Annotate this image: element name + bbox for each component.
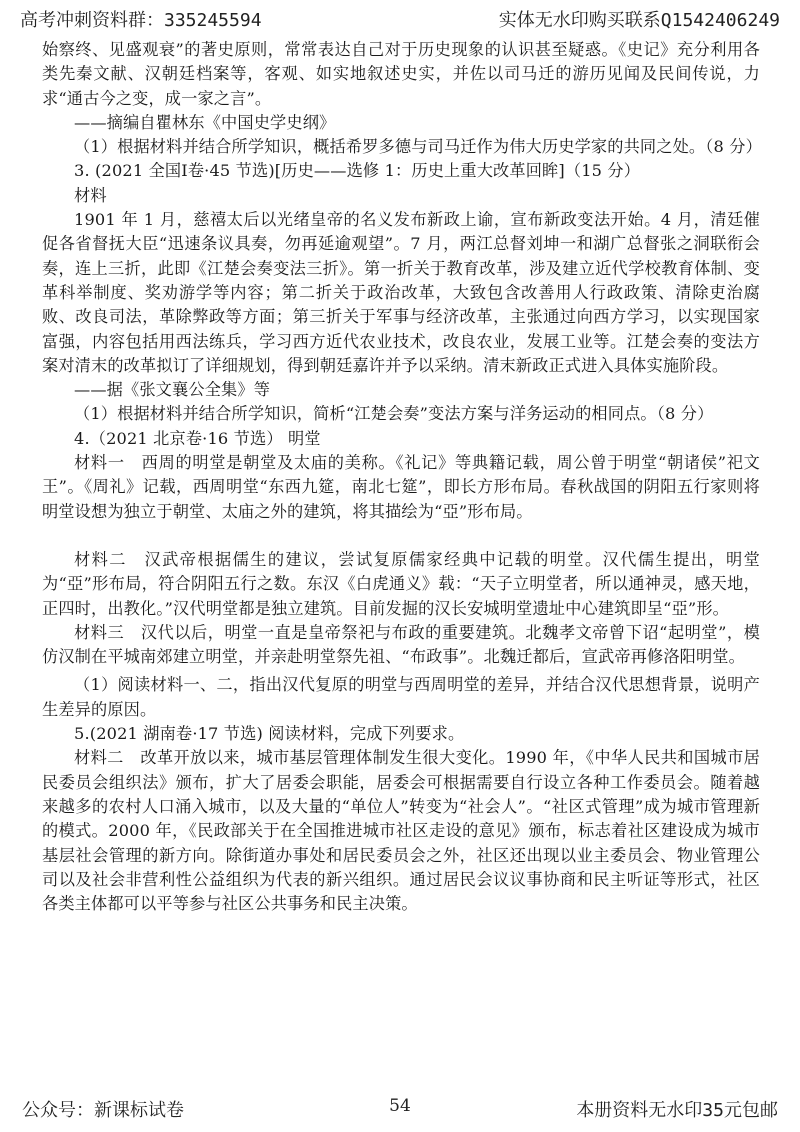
question-2-1: （1）根据材料并结合所学知识，概括希罗多德与司马迁作为伟大历史学家的共同之处。（8 分） xyxy=(74,137,762,157)
footer-wechat: 公众号：新课标试卷 xyxy=(22,1100,184,1121)
material-3: 1901 年 1 月，慈禧太后以光绪皇帝的名义发布新政上谕，宣布新政变法开始。4 月，清廷催促各省督抚大臣“迅速条议具奏，勿再延逾观望”。7 月，两江总督刘坤一和湖广总督张之洞联衔会奏，连上三折，此即《江楚会奏变法三折》。第一折关于教育改革，涉及建立近代学校教育体制、变革科举制度、奖劝游学等内容；第二折关于政治改革，大致包含改善用人行政政策、清除吏治腐败、改良司法，革除弊政等方面；第三折关于军事与经济改革，主张通过向西方学习，以实现国家富强，内容包括用西法练兵，学习西方近代农业技术，改良农业，发展工业等。江楚会奏的变法方案对清末的改革拟订了详细规划，得到朝廷嘉许并予以采纳。清末新政正式进入具体实施阶段。 xyxy=(42,210,760,375)
page-header xyxy=(20,4,780,34)
page-footer xyxy=(22,1096,778,1126)
page-number: 54 xyxy=(389,1096,411,1116)
material-4-2: 材料二 汉武帝根据儒生的建议，尝试复原儒家经典中记载的明堂。汉代儒生提出，明堂为“亞”形布局，符合阴阳五行之数。东汉《白虎通义》载：“天子立明堂者，所以通神灵，感天地，正四时，出教化。”汉代明堂都是独立建筑。目前发掘的汉长安城明堂遗址中心建筑即呈“亞”形。 xyxy=(42,549,760,618)
question-3-title: 3. (2021 全国Ⅰ卷·45 节选)[历史——选修 1：历史上重大改革回眸]（15 分） xyxy=(74,161,641,181)
material-4-1: 材料一 西周的明堂是朝堂及太庙的美称。《礼记》等典籍记载，周公曾于明堂“朝诸侯”祀文王”。《周礼》记载，西周明堂“东西九筵，南北七筵”，即长方形布局。春秋战国的阴阳五行家则将明堂设想为独立于朝堂、太庙之外的建筑，将其描绘为“亞”形布局。 xyxy=(42,453,760,521)
header-group-number: 高考冲刺资料群：335245594 xyxy=(20,10,262,31)
material-4-3: 材料三 汉代以后，明堂一直是皇帝祭祀与布政的重要建筑。北魏孝文帝曾下诏“起明堂”，模仿汉制在平城南郊建立明堂，并亲赴明堂祭先祖、“布政事”。北魏迁都后，宣武帝再修洛阳明堂。 xyxy=(42,622,760,667)
document-body xyxy=(42,38,760,916)
question-4-1: （1）阅读材料一、二，指出汉代复原的明堂与西周明堂的差异，并结合汉代思想背景，说明产生差异的原因。 xyxy=(42,675,760,719)
header-contact: 实体无水印购买联系Q1542406249 xyxy=(498,10,780,31)
material-label: 材料 xyxy=(74,185,107,205)
paragraph-intro: 始察终、见盛观衰”的著史原则，常常表达自己对于历史现象的认识甚至疑惑。《史记》充分利用各类先秦文献、汉朝廷档案等，客观、如实地叙述史实，并佐以司马迁的游历见闻及民间传说，力求“通古今之变，成一家之言”。 xyxy=(42,40,760,108)
source-citation-3: ——据《张文襄公全集》等 xyxy=(74,380,271,400)
source-citation-1: ——摘编自瞿林东《中国史学史纲》 xyxy=(74,112,336,132)
material-5-2: 材料二 改革开放以来，城市基层管理体制发生很大变化。1990 年，《中华人民共和国城市居民委员会组织法》颁布，扩大了居委会职能，居委会可根据需要自行设立各种工作委员会。随着越来越多的农村人口涌入城市，以及大量的“单位人”转变为“社会人”。“社区式管理”成为城市管理新的模式。2000 年，《民政部关于在全国推进城市社区走设的意见》颁布，标志着社区建设成为城市基层社会管理的新方向。除街道办事处和居民委员会之外，社区还出现以业主委员会、物业管理公司以及社会非营利性公益组织为代表的新兴组织。通过居民会议议事协商和民主听证等形式，社区各类主体都可以平等参与社区公共事务和民主决策。 xyxy=(42,748,760,914)
question-5-title: 5.(2021 湖南卷·17 节选) 阅读材料，完成下列要求。 xyxy=(74,724,465,744)
question-4-title: 4.（2021 北京卷·16 节选） 明堂 xyxy=(74,428,321,448)
question-3-1: （1）根据材料并结合所学知识，简析“江楚会奏”变法方案与洋务运动的相同点。（8 分） xyxy=(74,404,714,424)
footer-price: 本册资料无水印35元包邮 xyxy=(576,1100,778,1121)
